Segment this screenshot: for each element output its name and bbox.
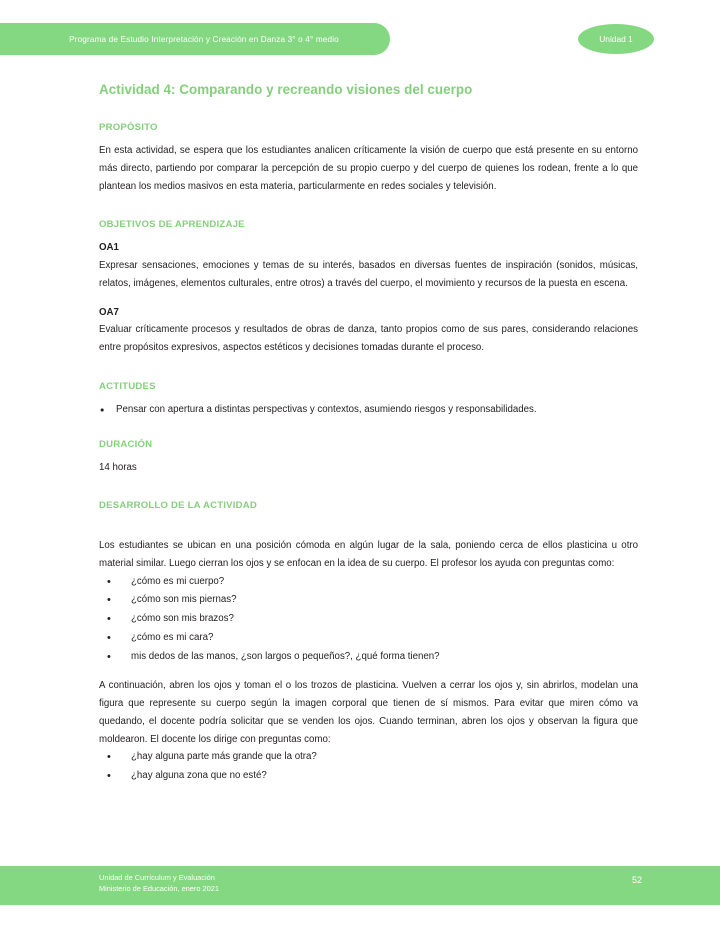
oa-code-1: OA1 — [99, 242, 119, 254]
section-heading-objetivos: OBJETIVOS DE APRENDIZAJE — [99, 219, 245, 231]
unit-badge-label: Unidad 1 — [599, 34, 633, 44]
header-band — [0, 23, 390, 55]
list-item: ● Pensar con apertura a distintas perspectivas y contextos, asumiendo riesgos y responsabilidades. — [99, 401, 638, 419]
oa-code-2: OA7 — [99, 306, 119, 318]
section-heading-desarrollo: DESARROLLO DE LA ACTIVIDAD — [99, 500, 257, 512]
list-item: • ¿cómo son mis piernas? — [99, 591, 638, 610]
list-item: • ¿cómo son mis brazos? — [99, 610, 638, 629]
section-heading-actitudes: ACTITUDES — [99, 380, 156, 392]
spacer — [99, 520, 638, 537]
document-content — [99, 82, 638, 786]
unit-badge — [578, 24, 654, 54]
footer-line-1: Unidad de Currículum y Evaluación — [99, 873, 215, 882]
spacer — [99, 666, 638, 677]
duracion-value: 14 horas — [99, 461, 137, 473]
page-title: Actividad 4: Comparando y recreando visiones del cuerpo — [99, 82, 473, 97]
desarrollo-questions-list-1 — [99, 573, 638, 667]
page-number: 52 — [631, 875, 642, 885]
desarrollo-questions-list-2 — [99, 748, 638, 785]
list-item: • mis dedos de las manos, ¿son largos o pequeños?, ¿qué forma tienen? — [99, 648, 638, 667]
section-heading-duracion: DURACIÓN — [99, 438, 153, 450]
spacer — [99, 293, 638, 304]
list-item: • ¿cómo es mi cara? — [99, 629, 638, 648]
oa-text-2: Evaluar críticamente procesos y resultados de obras de danza, tanto propios como de sus pares, considerando relaciones entre propósitos expresivos, aspectos estéticos y decisiones tomadas durante el proceso. — [99, 324, 638, 353]
spacer — [99, 195, 638, 219]
desarrollo-paragraph-2: A continuación, abren los ojos y toman el o los trozos de plasticina. Vuelven a cerrar los ojos y, sin abrirlos, modelan una figura que represente su cuerpo según la imagen corporal que tienen de sí mismos. Para evitar que miren cómo va quedando, el docente podría solicitar que se venden los ojos. Cuando terminan, abren los ojos y observan la figura que moldearon. El docente los dirige con preguntas como: — [99, 680, 638, 745]
spacer — [99, 419, 638, 439]
section-heading-proposito: PROPÓSITO — [99, 122, 158, 133]
header-program-title: Programa de Estudio Interpretación y Creación en Danza 3° o 4° medio — [69, 34, 339, 44]
desarrollo-paragraph-1: Los estudiantes se ubican en una posición cómoda en algún lugar de la sala, poniendo cerca de ellos plasticina u otro material similar. Luego cierran los ojos y se enfocan en la idea de su cuerpo. El profesor los ayuda con preguntas como: — [99, 540, 638, 569]
spacer — [99, 357, 638, 381]
footer-band — [0, 866, 720, 905]
oa-text-1: Expresar sensaciones, emociones y temas de su interés, basados en diversas fuentes de inspiración (sonidos, músicas, relatos, imágenes, elementos culturales, entre otros) a través del cuerpo, el movimiento y recursos de la puesta en escena. — [99, 260, 638, 289]
list-item: • ¿cómo es mi cuerpo? — [99, 573, 638, 592]
spacer — [99, 476, 638, 500]
footer-attribution — [99, 872, 219, 895]
footer-line-2: Ministerio de Educación, enero 2021 — [99, 884, 219, 894]
list-item: • ¿hay alguna zona que no esté? — [99, 767, 638, 786]
list-item: • ¿hay alguna parte más grande que la otra? — [99, 748, 638, 767]
actitudes-list — [99, 401, 638, 419]
proposito-paragraph: En esta actividad, se espera que los estudiantes analicen críticamente la visión de cuerpo que está presente en su entorno más directo, partiendo por comparar la percepción de su propio cuerpo y del cuerpo de quienes los rodean, frente a lo que plantean los medios masivos en esta materia, particularmente en redes sociales y televisión. — [99, 145, 638, 192]
